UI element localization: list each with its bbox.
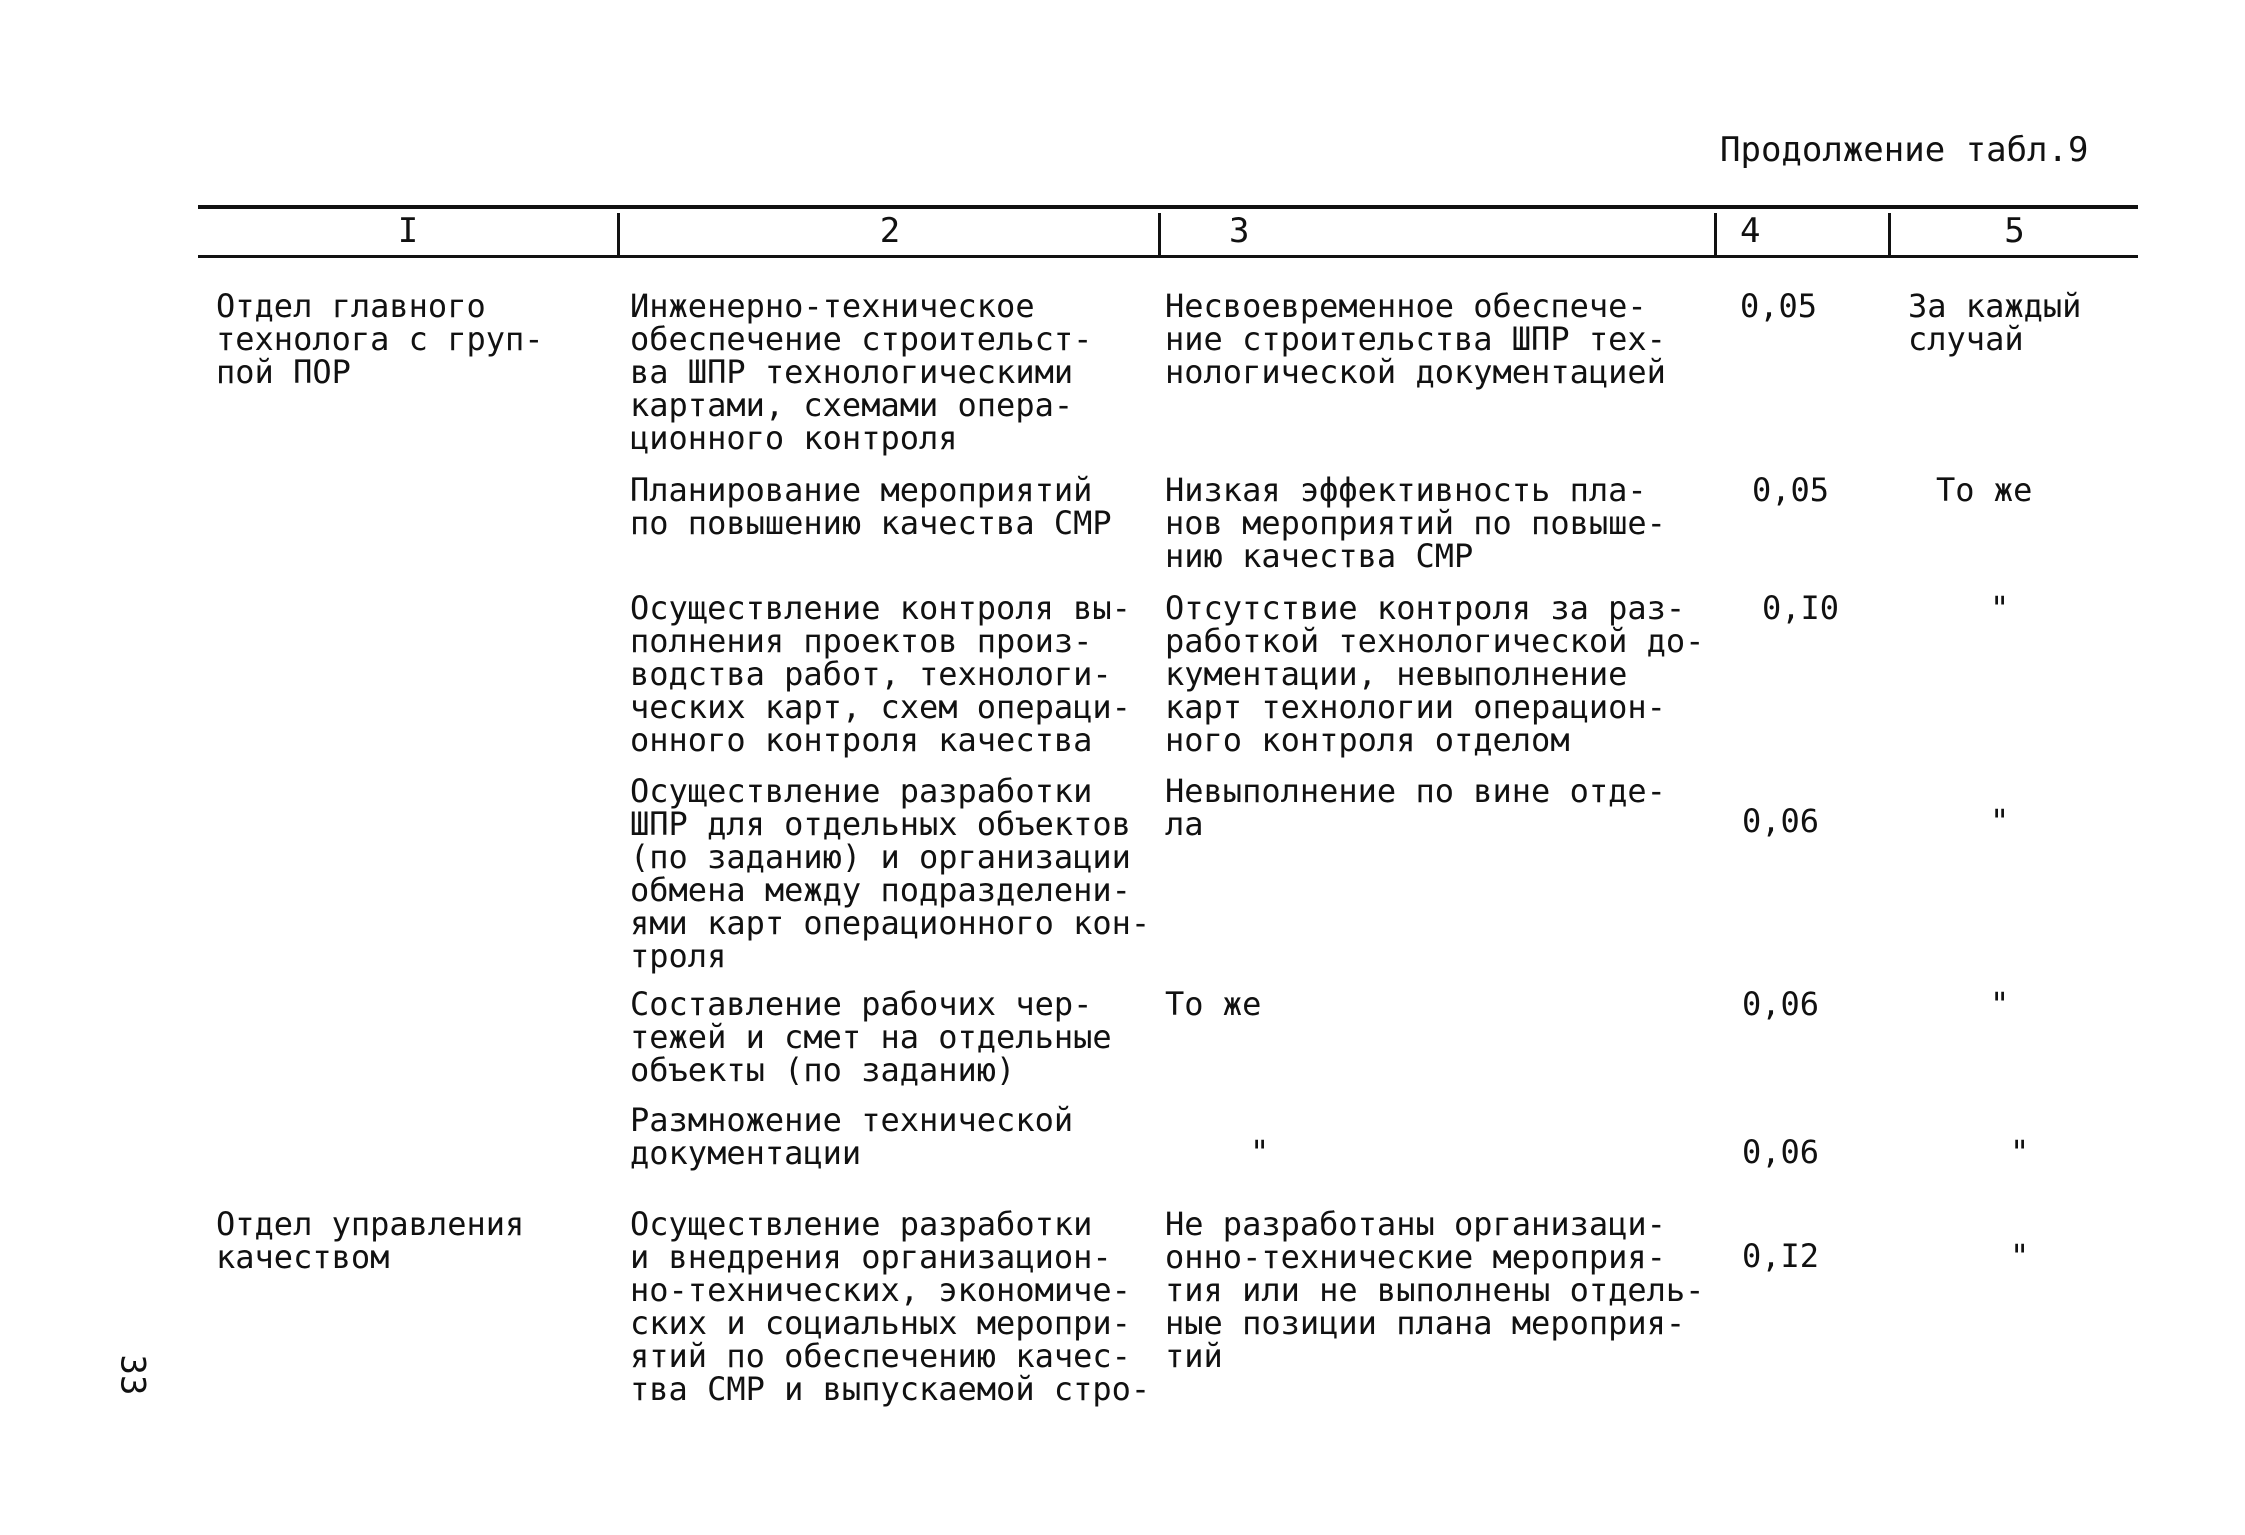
- row-7-deficiency: Не разработаны организаци- онно-технические мероприя- тия или не выполнены отдель- ные позиции плана мероприя- тий: [1165, 1205, 1705, 1375]
- row-4-note: ": [1990, 802, 2010, 840]
- row-5-function: Составление рабочих чер- тежей и смет на отдельные объекты (по заданию): [630, 985, 1112, 1089]
- header-divider-3: [1714, 213, 1717, 257]
- header-col-5: 5: [2004, 211, 2025, 251]
- row-4-deficiency: Невыполнение по вине отде- ла: [1165, 772, 1666, 843]
- row-2-deficiency: Низкая эффективность пла- нов мероприятий по повыше- нию качества СМР: [1165, 471, 1666, 575]
- row-7-department: Отдел управления качеством: [216, 1205, 525, 1276]
- row-4-coefficient: 0,06: [1742, 802, 1820, 840]
- row-3-function: Осуществление контроля вы- полнения проектов произ- водства работ, технологи- ческих карт, схем операци- онного контроля качества: [630, 589, 1131, 759]
- row-1-function: Инженерно-техническое обеспечение строительст- ва ШПР технологическими картами, схемами опера- ционного контроля: [630, 287, 1093, 457]
- header-bottom-rule: [198, 255, 2138, 258]
- header-col-2: 2: [879, 211, 901, 251]
- row-2-note: То же: [1936, 471, 2033, 509]
- row-7-function: Осуществление разработки и внедрения организацион- но-технических, экономиче- ских и социальных меропри- ятий по обеспечению качес- тва СМР и выпускаемой стро-: [630, 1205, 1151, 1408]
- row-1-deficiency: Несвоевременное обеспече- ние строительства ШПР тех- нологической документацией: [1165, 287, 1666, 391]
- row-7-note: ": [2010, 1237, 2030, 1275]
- row-3-deficiency: Отсутствие контроля за раз- работкой технологической до- кументации, невыполнение карт технологии операцион- ного контроля отделом: [1165, 589, 1705, 759]
- row-1-coefficient: 0,05: [1740, 287, 1818, 325]
- row-6-coefficient: 0,06: [1742, 1133, 1820, 1171]
- row-1-department: Отдел главного технолога с груп- пой ПОР: [216, 287, 544, 391]
- row-6-deficiency: ": [1250, 1133, 1270, 1171]
- row-4-function: Осуществление разработки ШПР для отдельных объектов (по заданию) и организации обмена между подразделени- ями карт операционного кон- троля: [630, 772, 1151, 975]
- page-number: 33: [112, 1354, 153, 1396]
- header-col-4: 4: [1740, 211, 1761, 251]
- row-1-note: За каждый случай: [1908, 287, 2082, 358]
- row-3-note: ": [1990, 589, 2010, 627]
- row-2-coefficient: 0,05: [1752, 471, 1830, 509]
- row-5-deficiency: То же: [1165, 985, 1262, 1023]
- table-caption: Продолжение табл.9: [1720, 130, 2089, 170]
- row-7-coefficient: 0,I2: [1742, 1237, 1820, 1275]
- header-col-3: 3: [1229, 211, 1250, 251]
- row-5-coefficient: 0,06: [1742, 985, 1820, 1023]
- header-top-rule: [198, 205, 2138, 209]
- row-2-function: Планирование мероприятий по повышению качества СМР: [630, 471, 1112, 542]
- row-3-coefficient: 0,I0: [1762, 589, 1840, 627]
- row-6-note: ": [2010, 1133, 2030, 1171]
- row-6-function: Размножение технической документации: [630, 1101, 1074, 1172]
- row-5-note: ": [1990, 985, 2010, 1023]
- header-col-1: I: [397, 211, 419, 251]
